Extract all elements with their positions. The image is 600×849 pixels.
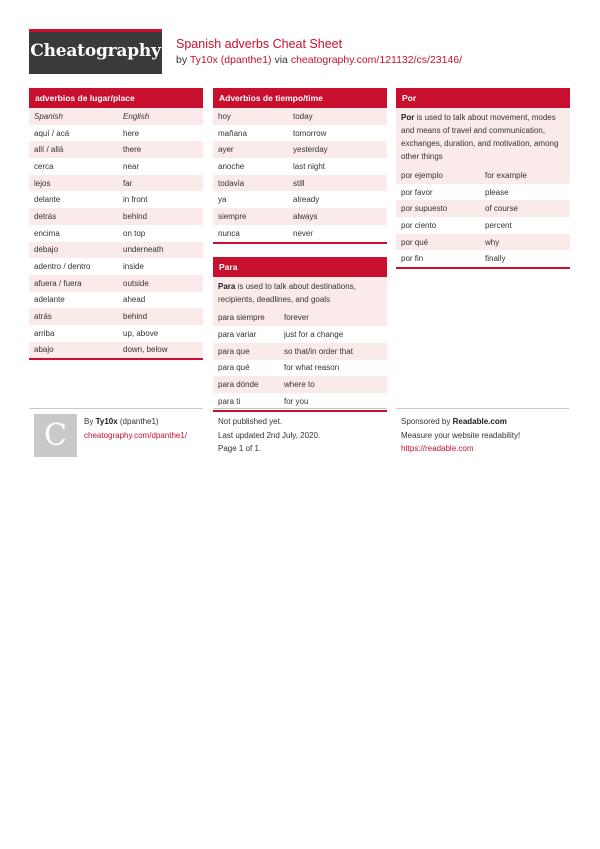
spanish-term: por supuesto (401, 204, 448, 214)
column-3 (396, 88, 570, 282)
sponsor-prefix: Sponsored by (401, 417, 453, 426)
english-translation: so that/in order that (284, 346, 353, 356)
author-profile-link[interactable]: cheatography.com/dpanthe1/ (84, 430, 188, 440)
spanish-term: adentro / dentro (34, 262, 91, 272)
last-updated: Last updated 2nd July, 2020. (218, 430, 321, 440)
spanish-term: detrás (34, 211, 57, 221)
english-translation: please (485, 187, 509, 197)
section-por (396, 88, 570, 269)
spanish-term: nunca (218, 228, 240, 238)
section-lugar (29, 88, 203, 360)
english-translation: still (293, 178, 305, 188)
spanish-term: allí / allá (34, 145, 64, 155)
table-row (29, 242, 203, 259)
spanish-term: delante (34, 195, 61, 205)
footer-divider (29, 408, 203, 409)
table-row (29, 325, 203, 342)
section-tiempo (213, 88, 387, 244)
column-header-english: English (123, 111, 150, 121)
column-header-spanish: Spanish (34, 111, 63, 121)
english-translation: in front (123, 195, 148, 205)
spanish-term: debajo (34, 245, 59, 255)
spanish-term: mañana (218, 128, 247, 138)
table-row (29, 191, 203, 208)
por-table (396, 167, 570, 267)
table-row (29, 175, 203, 192)
english-translation: percent (485, 220, 512, 230)
table-row (29, 125, 203, 142)
table-row (396, 167, 570, 184)
spanish-term: por ciento (401, 220, 437, 230)
spanish-term: para qué (218, 363, 250, 373)
table-row (213, 310, 387, 327)
byline-via: via (274, 54, 288, 66)
spanish-term: ya (218, 195, 227, 205)
english-translation: tomorrow (293, 128, 327, 138)
spanish-term: siempre (218, 211, 247, 221)
table-row (213, 141, 387, 158)
table-row (396, 250, 570, 267)
publish-status: Not published yet. (218, 417, 283, 426)
author-handle: (dpanthe1) (117, 417, 159, 426)
english-translation: far (123, 178, 133, 188)
section-title: adverbios de lugar/place (29, 88, 203, 108)
column-2 (213, 88, 387, 425)
table-row (396, 200, 570, 217)
english-translation: there (123, 145, 142, 155)
spanish-term: para dónde (218, 380, 259, 390)
english-translation: outside (123, 278, 149, 288)
english-translation: ahead (123, 295, 146, 305)
english-translation: why (485, 237, 500, 247)
table-row (29, 141, 203, 158)
cheatography-logo[interactable] (29, 29, 162, 74)
byline-prefix: by (176, 54, 188, 66)
sponsor-info (401, 415, 520, 456)
english-translation: for you (284, 396, 309, 406)
spanish-term: para ti (218, 396, 241, 406)
author-link[interactable]: Ty10x (dpanthe1) (189, 54, 272, 66)
spanish-term: para variar (218, 330, 257, 340)
por-note-text: is used to talk about movement, modes and means of travel and communication, exchanges, duration, and motivation, among other things (401, 113, 559, 161)
spanish-term: anoche (218, 161, 245, 171)
footer-divider (396, 408, 569, 409)
section-title: Para (213, 257, 387, 277)
sponsor-line (401, 415, 520, 429)
page-title: Spanish adverbs Cheat Sheet (176, 37, 343, 51)
por-description (396, 108, 570, 167)
table-row (29, 342, 203, 359)
sponsor-name[interactable]: Readable.com (452, 417, 507, 426)
column-1 (29, 88, 203, 373)
spanish-term: ayer (218, 145, 234, 155)
english-translation: underneath (123, 245, 164, 255)
table-row (396, 234, 570, 251)
para-description (213, 277, 387, 310)
table-row (29, 225, 203, 242)
section-title: Adverbios de tiempo/time (213, 88, 387, 108)
spanish-term: hoy (218, 111, 231, 121)
english-translation: up, above (123, 328, 159, 338)
spanish-term: por fin (401, 254, 424, 264)
section-para (213, 257, 387, 412)
table-row (213, 208, 387, 225)
table-row (213, 175, 387, 192)
english-translation: forever (284, 313, 309, 323)
sheet-url-link[interactable]: cheatography.com/121132/cs/23146/ (290, 54, 463, 66)
english-translation: yesterday (293, 145, 328, 155)
english-translation: behind (123, 312, 148, 322)
spanish-term: por qué (401, 237, 429, 247)
tiempo-table (213, 108, 387, 242)
author-line (84, 415, 187, 429)
english-translation: for example (485, 170, 527, 180)
para-table (213, 310, 387, 410)
english-translation: always (293, 211, 318, 221)
spanish-term: lejos (34, 178, 51, 188)
spanish-term: adelante (34, 295, 65, 305)
english-translation: behind (123, 211, 148, 221)
english-translation: just for a change (284, 330, 344, 340)
table-row (213, 225, 387, 242)
english-translation: last night (293, 161, 326, 171)
table-row (396, 217, 570, 234)
por-note-bold: Por (401, 113, 415, 122)
spanish-term: afuera / fuera (34, 278, 82, 288)
table-row (396, 184, 570, 201)
english-translation: for what reason (284, 363, 340, 373)
spanish-term: atrás (34, 312, 52, 322)
spanish-term: por ejemplo (401, 170, 443, 180)
spanish-term: para siempre (218, 313, 265, 323)
english-translation: finally (485, 254, 506, 264)
spanish-term: abajo (34, 345, 54, 355)
spanish-term: aquí / acá (34, 128, 70, 138)
table-row (29, 275, 203, 292)
english-translation: on top (123, 228, 146, 238)
byline (176, 54, 462, 66)
spanish-term: todavía (218, 178, 245, 188)
table-row (29, 258, 203, 275)
table-row (213, 108, 387, 125)
table-row (213, 326, 387, 343)
english-translation: today (293, 111, 313, 121)
table-row (213, 376, 387, 393)
english-translation: already (293, 195, 320, 205)
publish-info (218, 415, 320, 456)
table-row (213, 158, 387, 175)
sponsor-tagline: Measure your website readability! (401, 430, 521, 440)
logo-text: Cheatography (30, 41, 161, 61)
section-title: Por (396, 88, 570, 108)
spanish-term: para que (218, 346, 250, 356)
para-note-text: is used to talk about destinations, recipients, deadlines, and goals (218, 281, 356, 304)
english-translation: near (123, 161, 140, 171)
spanish-term: por favor (401, 187, 433, 197)
table-row (29, 292, 203, 309)
english-translation: here (123, 128, 140, 138)
lugar-table (29, 108, 203, 358)
spanish-term: arriba (34, 328, 55, 338)
english-translation: of course (485, 204, 518, 214)
author-info (84, 415, 187, 442)
english-translation: where to (284, 380, 315, 390)
table-row (29, 158, 203, 175)
table-row (213, 125, 387, 142)
author-name[interactable]: Ty10x (95, 417, 118, 426)
avatar[interactable]: C (34, 414, 77, 457)
english-translation: inside (123, 262, 144, 272)
table-row (29, 308, 203, 325)
footer-divider (213, 408, 387, 409)
spanish-term: encima (34, 228, 60, 238)
table-row (213, 360, 387, 377)
table-row (29, 208, 203, 225)
sponsor-link[interactable]: https://readable.com (401, 444, 474, 453)
para-note-bold: Para (218, 281, 236, 291)
english-translation: never (293, 228, 314, 238)
footer (29, 408, 569, 468)
table-header-row (29, 108, 203, 125)
english-translation: down, below (123, 345, 168, 355)
page-count: Page 1 of 1. (218, 444, 262, 453)
spanish-term: cerca (34, 161, 54, 171)
author-by: By (84, 417, 94, 426)
table-row (213, 343, 387, 360)
table-row (213, 191, 387, 208)
